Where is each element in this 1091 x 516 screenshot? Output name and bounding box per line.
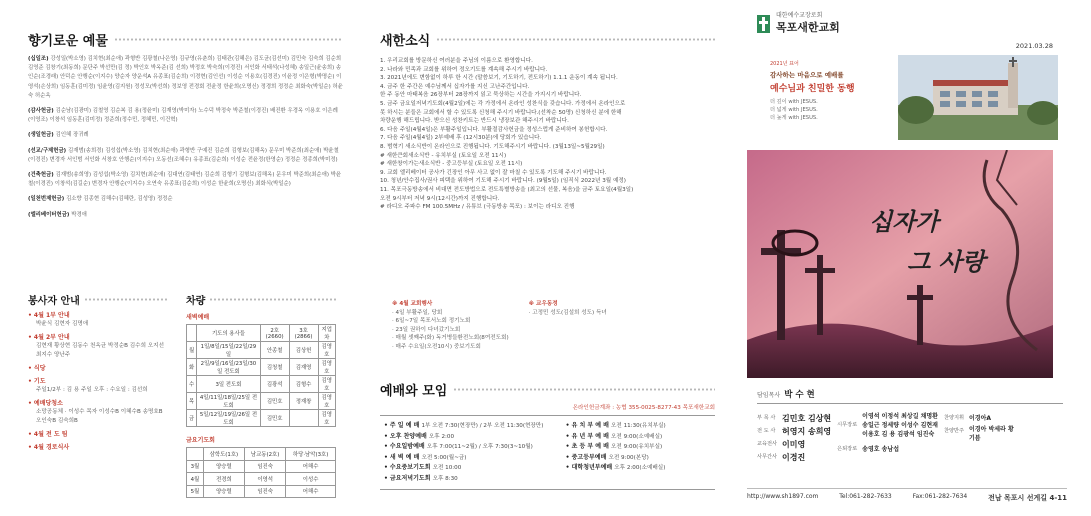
staff-role: 사무간사 <box>757 454 778 460</box>
table-cell: 목 <box>187 393 197 410</box>
worship-title: 예배와 모임 <box>380 380 715 399</box>
servant-head: • 기도 <box>28 378 46 385</box>
table-cell: 3월 <box>187 460 204 473</box>
staff-role: 교육전사 <box>757 441 778 447</box>
cross-art-image <box>747 150 1053 378</box>
table-cell: 임진숙 <box>245 460 286 473</box>
event-item: · 6일~7일 목포서노회 정기노회 <box>392 318 471 325</box>
table-header-row <box>187 448 336 461</box>
servant-item <box>28 333 168 360</box>
news-item: # 새한큰회새소식반 - 유치부실 (토요일 오전 11시) <box>380 152 507 159</box>
table-cell: 김민호 <box>260 410 289 427</box>
servant-item <box>28 377 168 395</box>
table-cell: 2일/9일/16일/23일/30일 전도회 <box>197 359 260 376</box>
offering-block <box>28 211 343 220</box>
staff-col-elders: 시무장로 이영석 이정석 최상길 채명환 송일근 정세량 이성수 김현재 이용호 김 용 김광석 임진숙 은퇴장로 송영호 송남섭 <box>837 413 938 453</box>
table-row <box>187 359 336 376</box>
offering-label: (생일헌금) <box>28 132 56 139</box>
worship-label: • 대학청년부예배 <box>565 464 615 471</box>
offering-block <box>28 107 343 125</box>
servant-item <box>28 311 168 329</box>
table-header-cell: 지업차 <box>318 325 335 342</box>
address: 전남 목포시 선게길 4-11 <box>988 494 1067 502</box>
offering-block <box>28 171 343 189</box>
worship-row <box>566 453 711 464</box>
news-item: 3. 2021년에도 변함없이 하루 한 시간 (말씀보기, 기도하기, 전도하기) 1.1.1 운동이 계속 됩니다. <box>380 75 618 82</box>
worship-schedule <box>380 415 715 490</box>
staff-name: 김민호 김상현 <box>782 414 832 423</box>
table-cell: 김영호 <box>318 393 335 410</box>
vehicle-section <box>186 292 336 498</box>
offering-block <box>28 195 343 204</box>
offering-section <box>28 30 343 220</box>
worship-time: 오전 9:00(본당) <box>608 454 649 461</box>
staff-role: 전 도 사 <box>757 428 776 434</box>
servant-head: • 예배당청소 <box>28 400 63 407</box>
table-row <box>187 393 336 410</box>
news-item: 6. 다음 주일(4월4일)은 부활주일입니다. 부활절감사헌금을 정성스럽게 준비하여 봉헌합시다. <box>380 126 608 133</box>
news-item: 10. 청년/안수집사/권사 피택을 위하여 기도해 주시기 바랍니다. (9월5일) (임직식 2022년 3월 예정) <box>380 178 626 185</box>
staff-name: 이경진 <box>782 453 806 462</box>
table-cell: 김형수 <box>289 376 318 393</box>
worship-row <box>384 453 566 464</box>
cover-art <box>747 150 1053 378</box>
table-cell: 이영석 <box>245 473 286 486</box>
servant-body: 박윤식 김현자 김명애 <box>36 321 89 327</box>
dots-divider <box>453 387 715 392</box>
servant-head: • 4월 1부 안내 <box>28 312 70 319</box>
motto-sub-line: 더 넓게 with JESUS. <box>770 107 818 113</box>
news-item: # 라디오 주파수 FM 100.5MHz / 유튜브 (극동방송 목포) : 보이는 라디오 진행 <box>380 204 575 211</box>
table-row <box>187 342 336 359</box>
dots-divider <box>209 297 336 302</box>
staff-role: 부 목 사 <box>757 415 776 421</box>
table-cell: 임진숙 <box>245 485 286 498</box>
worship-label: • 주 일 예 배 <box>384 422 422 429</box>
offering-block <box>28 147 343 165</box>
worship-label: • 유 년 부 예 배 <box>565 432 612 440</box>
offering-label: (감사헌금) <box>28 108 56 115</box>
news-item: 차량운행 해드립니다. 받으신 성찬키트는 반드시 냉장보관 해주시기 바랍니다. <box>380 118 569 125</box>
servant-head: • 4월 전 도 팀 <box>28 431 68 438</box>
worship-label: • 중고등부예배 <box>565 453 609 461</box>
worship-row <box>384 421 566 432</box>
worship-label: • 새 벽 예 배 <box>384 453 422 461</box>
worship-time: 오후 7:00(11~2월) / 오후 7:30(3~10월) <box>426 444 533 450</box>
worship-time: 오전 9:00(유치부실) <box>611 444 663 450</box>
table-cell: 3일 전도회 <box>197 376 260 393</box>
table-cell: 김재영 <box>289 359 318 376</box>
table-cell: 1일/8일/15일/22일/29일 <box>197 342 260 359</box>
worship-label: • 수요일밤예배 <box>384 443 427 450</box>
worship-row <box>384 432 566 443</box>
worship-label: • 오후 찬양예배 <box>384 432 429 440</box>
worship-label: • 수요중보기도회 <box>384 464 433 471</box>
staff-name: 이미영 <box>782 440 806 449</box>
table-cell: 4일/11일/18일/25일 전도회 <box>197 393 260 410</box>
elder-names: 송일근 정세량 이성수 김현재 <box>862 422 938 429</box>
table-row <box>187 460 336 473</box>
offering-label: (엘리베이터헌금) <box>28 211 72 218</box>
table-cell <box>289 410 318 427</box>
friday-table <box>186 447 336 498</box>
servant-section <box>28 292 168 452</box>
staff-name: 허영지 송희영 <box>782 427 832 436</box>
table-header-cell: 2호(2660) <box>260 325 289 342</box>
worship-section <box>380 380 715 490</box>
table-cell: 수 <box>187 376 197 393</box>
news-item: 못 하시는 분들은 교회에서 할 수 있도록 신청해 주시기 바랍니다.(선착순 50명) 신청하신 분에 한해 <box>380 109 622 116</box>
servant-head: • 식당 <box>28 365 46 372</box>
church-building-photo <box>898 55 1058 140</box>
table-header-cell: 남교동(2호) <box>245 448 286 461</box>
dots-divider <box>114 37 343 42</box>
denomination: 대한예수교장로회 <box>776 12 823 19</box>
table-header-cell <box>187 448 204 461</box>
table-cell: 전경희 <box>203 473 244 486</box>
worship-time: 1부 오전 7:30(현장만) / 2부 오전 11:30(현장만) <box>421 423 544 429</box>
table-cell: 김청철 <box>260 359 289 376</box>
table-cell: 어해수 <box>286 485 336 498</box>
news-item: 11. 목포극동방송에서 비대면 전도방법으로 전도특별방송을 (최고의 선물, 복음)을 금주 토요일(4월3일) <box>380 186 634 193</box>
table-header-cell: 삼학도(1호) <box>203 448 244 461</box>
table-cell: 김광석 <box>260 376 289 393</box>
servant-title: 봉사자 안내 <box>28 292 168 307</box>
event-item: · 매주 수요일(오전10시) 중보기도회 <box>392 343 481 350</box>
senior-pastor: 담임목사 박 수 현 <box>757 388 1063 404</box>
motto-sub-line: 더 높게 with JESUS. <box>770 115 818 121</box>
worship-time: 오전 9:00(소예배실) <box>611 433 663 440</box>
worship-label: • 초 등 부 예 배 <box>565 443 612 450</box>
worship-row <box>384 474 566 485</box>
cover-title-line1: 십자가 <box>869 207 939 236</box>
offering-names: 김인혜 장귀례 <box>55 132 89 139</box>
church-events <box>392 300 509 352</box>
staff-row <box>757 451 831 464</box>
worship-row <box>566 463 711 474</box>
news-title: 새한소식 <box>380 30 715 49</box>
servant-item <box>28 443 168 452</box>
table-row <box>187 410 336 427</box>
cover-title-line2: 그 사랑 <box>907 247 985 276</box>
table-header-cell: 하당·남악(3호) <box>286 448 336 461</box>
church-events-head: ※ 4월 교회행사 <box>392 301 433 307</box>
news-list <box>380 57 715 212</box>
friday-title: 금요기도회 <box>186 437 215 444</box>
table-cell: 정재창 <box>289 393 318 410</box>
table-cell: 김영호 <box>318 410 335 427</box>
table-header-cell <box>187 325 197 342</box>
offering-names: 김재범(송희영) 김성섭(박소영) 김치현(최순애) 김대연(김태연) 김순희 김형기 김형보(김해옥) 문우미 박준희(최순애) 박윤철(이경진) 이창석(김길순) 변경자 안행순(이지수) 오연숙 유종표(김순희) 이성순 한윤희(오명신) 최화식(박일순) <box>28 172 342 188</box>
servant-head: • 4월 경로식사 <box>28 444 70 451</box>
motto-block <box>770 60 900 122</box>
table-header-row <box>187 325 336 342</box>
left-panel <box>0 0 365 516</box>
offering-label: (일천번제헌금) <box>28 196 67 203</box>
news-item: 한 주 동안 마태복음 26장부터 28장까지 읽고 묵상하는 시간을 가지시기 바랍니다. <box>380 92 582 99</box>
motto-line1: 감사하는 마음으로 예배를 <box>770 71 844 79</box>
news-section <box>380 30 715 212</box>
servant-body: 주일1/2부 : 김 용 주일 오후 : 수요일 : 김선희 <box>36 387 148 393</box>
worship-label: • 유 치 부 예 배 <box>565 422 612 429</box>
member-news-item: · 고정민 성도(김설희 성도) 득녀 <box>528 309 607 316</box>
table-cell: 김영호 <box>318 359 335 376</box>
servant-item <box>28 364 168 373</box>
worship-time: 오전 10:00 <box>432 465 462 471</box>
news-item: 1. 우리교회를 방문하신 여러분을 주님의 이름으로 환영합니다. <box>380 58 533 64</box>
news-item: 2. 나라와 민족과 교회를 위하여 정오기도를 계속해 주시기 바랍니다. <box>380 66 548 73</box>
event-item: · 4일 부활주일, 당회 <box>392 309 443 316</box>
servant-item <box>28 399 168 426</box>
morning-table <box>186 324 336 427</box>
servant-head: • 4월 2부 안내 <box>28 334 70 341</box>
table-cell: 양승렬 <box>203 460 244 473</box>
events-section <box>392 300 702 352</box>
member-news-head: ※ 교우동정 <box>528 301 558 307</box>
news-item: 오전 9시부터 저녁 9시(12시간)까지 진행합니다. <box>380 195 500 202</box>
table-cell: 양승렬 <box>203 485 244 498</box>
offering-label: (선교/구제헌금) <box>28 147 69 154</box>
news-item: 9. 교회 엘리베이터 공사가 긴장인 아무 사고 없이 잘 마칠 수 있도록 기도해 주시기 바랍니다. <box>380 169 607 176</box>
worship-time: 오후 2:00(소예배실) <box>614 465 666 471</box>
dots-divider <box>436 37 715 42</box>
worship-time: 오후 8:30 <box>432 475 458 482</box>
table-cell: 김상헌 <box>289 342 318 359</box>
worship-time: 오후 2:00 <box>428 433 455 440</box>
elder-names: 이영석 이정석 최상길 채명환 <box>862 413 938 420</box>
table-cell: 화 <box>187 359 197 376</box>
news-item: 7. 다음 주일(4월4일) 2부예배 후 (12시30분)에 당회가 있습니다. <box>380 135 542 142</box>
servant-body: 김현재 황상현 김동수 천옥균 박정순B 김수희 오지선 최지수 양난주 <box>36 343 164 358</box>
offering-names: 김순남(김광미) 김철영 김순복 김 용(정윤미) 김재영(박미자) 노수덕 박정숙 박준철(이경진) 배진환 우경옥 이용호 이은례(이영조) 이창석 임동훈(김미정) 정준희(정수민, 정혜민, 이건혁) <box>28 108 338 124</box>
offering-label: (건축헌금) <box>28 172 56 179</box>
worship-row <box>566 432 711 443</box>
worship-row <box>566 442 711 453</box>
worship-time: 오전 5:00(월~금) <box>421 454 467 461</box>
table-cell: 이성수 <box>286 473 336 486</box>
table-cell: 김영호 <box>318 342 335 359</box>
elder-names: 이용호 김 용 김광석 임진숙 <box>862 431 935 438</box>
table-cell: 5월 <box>187 485 204 498</box>
table-cell: 김민호 <box>260 393 289 410</box>
staff-col-ministers <box>757 412 831 464</box>
table-row <box>187 376 336 393</box>
morning-title: 새벽예배 <box>186 314 210 321</box>
table-cell: 김영호 <box>318 376 335 393</box>
servant-item <box>28 430 168 439</box>
offering-names: 김재범(송희경) 김성섭(박소영) 김치현(최순애) 곽형반 구예진 김순희 김형보(김해옥) 문우미 박준희(최순애) 박윤철(이경진) 변경자 서인범 서인화 서창호 안행순(이지수) 오동선(조혜수) 유종표(김순희) 이성순 전윤정(한영순) 정정순 정종희(박미정) <box>28 147 339 163</box>
website-link[interactable]: http://www.sh1897.com <box>747 493 819 500</box>
footer <box>747 488 1067 503</box>
offering-names: 강성일(박소영) 김치현(최순애) 곽형반 김광철(나은영) 김규영(유춘희) 김태관(김혜은) 김도균(김선미) 김민숙 김숙희 김순희 김영준 김창기(최동희) 문단주 박선만(김 정) 박인호 박옥준(김 선희) 박정호 박숙희(이경진) 서인화 서태석(나성혜) 송일근(윤송희) 송인순(조경래) 안덕순 안행순(이지수) 양순자 양운석A 유종표(김순희) 이경현(김인선) 이성순 이용호(김경진) 이윤정 이은형(박명순) 이영석(손상희) 임동훈(김미정) 임윤영(김지원) 정성모(박선희) 정보영 전경회 전윤정 한윤희(오명신) 정경희 정정순 최화숙(박일순) 허윤숙 허순옥 <box>28 56 343 99</box>
offering-label: (십일조) <box>28 56 51 62</box>
fax: Fax:061-282-7634 <box>912 493 968 500</box>
worship-row <box>566 421 711 432</box>
servant-body: 소망공동체 · 이성수 목자 이성수B 이혜수B 송명호B 오인숙B 김숙희B <box>36 409 163 424</box>
phone: Tel:061-282-7633 <box>839 493 892 500</box>
news-item: 5. 금주 금요일저녁기도회(4월2일)에는 각 가정에서 온라인 성찬식을 갖습니다. 가정에서 온라인으로 <box>380 100 626 107</box>
vehicle-title: 차량 <box>186 292 336 307</box>
table-row <box>187 485 336 498</box>
event-item: · 매월 셋째주(화) 독거병들환전노회(8여전도회) <box>392 335 509 342</box>
bulletin-date: 2021.03.28 <box>1015 42 1053 50</box>
news-item: 8. 범혁기 새소식반이 온라인으로 진행됩니다. 기도해주시기 바랍니다. (3월13일~5월29일) <box>380 143 605 150</box>
table-cell: 안종철 <box>260 342 289 359</box>
table-cell: 월 <box>187 342 197 359</box>
worship-row <box>384 442 566 453</box>
table-cell: 5일/12일/19일/26일 전도회 <box>197 410 260 427</box>
online-account: 온라인헌금계좌 : 농협 355-0025-8277-43 목포새한교회 <box>572 405 715 411</box>
event-item: · 23일 권하이 다녀갔기노회 <box>392 326 461 333</box>
motto-year: 2021년 표어 <box>770 61 799 67</box>
staff-row <box>757 425 831 438</box>
staff-section <box>757 388 1063 464</box>
motto-sub-line: 더 깊이 with JESUS. <box>770 99 818 105</box>
cross-logo-icon <box>757 15 770 33</box>
table-row <box>187 473 336 486</box>
staff-row <box>757 438 831 451</box>
worship-row <box>384 463 566 474</box>
member-news <box>529 300 607 352</box>
offering-block <box>28 55 343 101</box>
dots-divider <box>84 297 168 302</box>
news-item: # 새한창이가는새소식반 - 중고등부실 (토요일 오전 11시) <box>380 161 523 168</box>
church-name: 목포새한교회 <box>776 21 840 34</box>
table-cell: 어해수 <box>286 460 336 473</box>
table-cell: 4월 <box>187 473 204 486</box>
worship-label: • 금요저녁기도회 <box>384 474 433 482</box>
staff-row <box>757 412 831 425</box>
staff-col-music: 찬양지휘 이경아A 찬양반주 이경아 박세라 황기븜 <box>943 415 1014 442</box>
news-item: 4. 금주 한 주간은 예수님께서 십자가를 지신 고난주간입니다. <box>380 83 530 90</box>
table-header-cell: 기도의 용사들 <box>197 325 260 342</box>
worship-time: 오전 11:30(유치부실) <box>611 423 666 429</box>
offering-title: 향기로운 예물 <box>28 30 343 49</box>
church-logo <box>757 12 840 35</box>
table-cell: 금 <box>187 410 197 427</box>
motto-line2: 예수님과 친밀한 동행 <box>770 84 855 94</box>
table-header-cell: 3호(2866) <box>289 325 318 342</box>
offering-block <box>28 131 343 140</box>
offering-names: 박경애 <box>71 211 87 218</box>
offering-names: 김소향 김종현 김해수(김혜란, 김성영) 정정순 <box>66 196 173 203</box>
